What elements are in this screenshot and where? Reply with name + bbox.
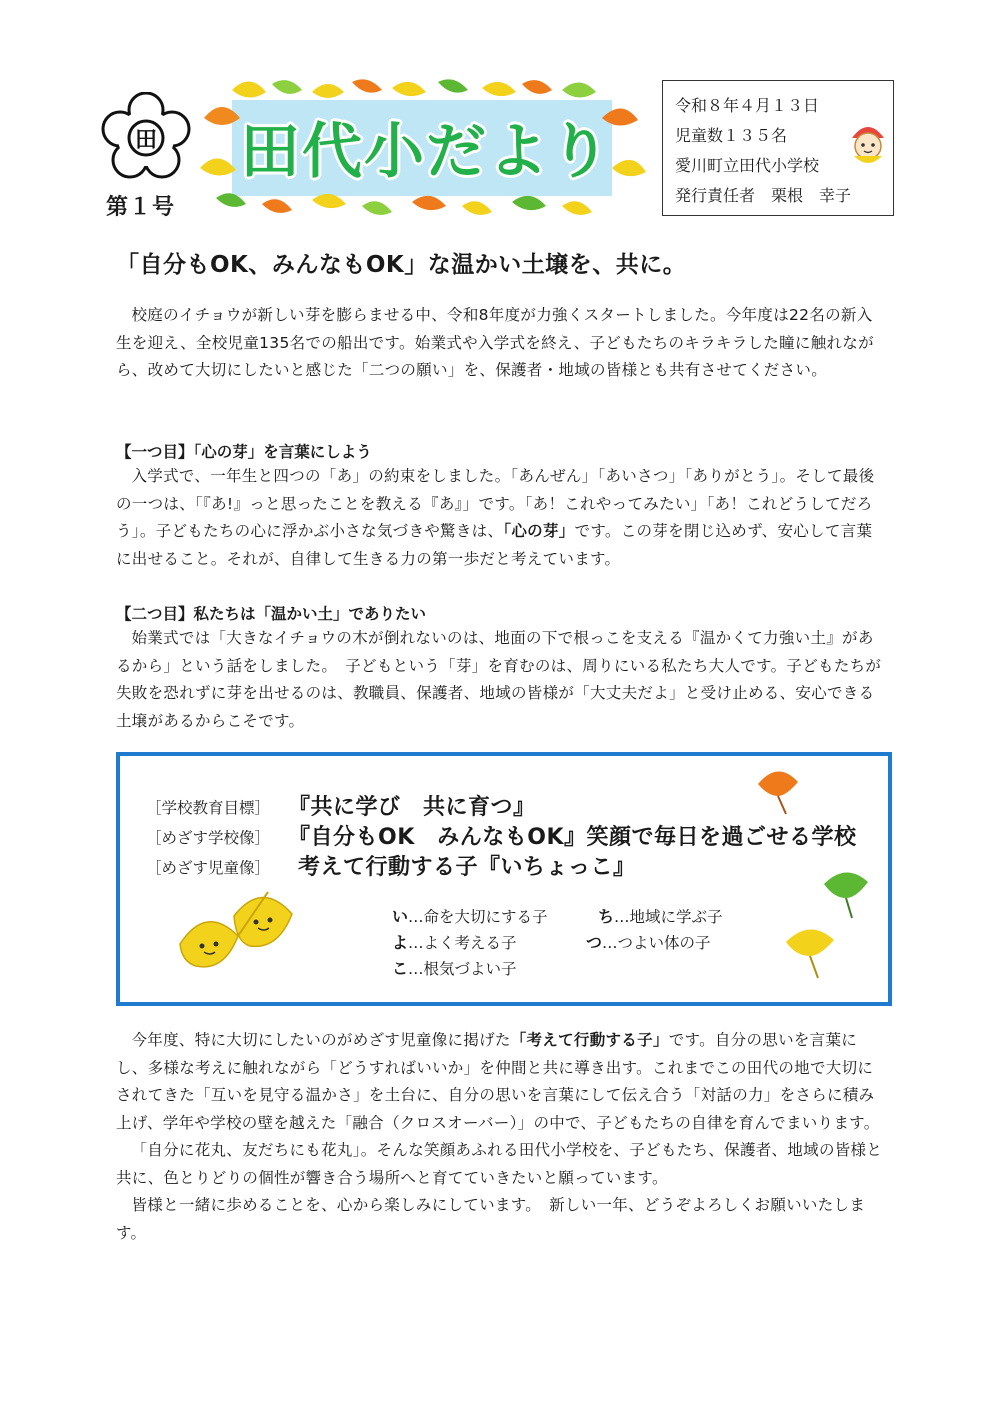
ginkgo-leaf-icon xyxy=(562,201,592,215)
ginkgo-leaf-icon xyxy=(262,199,292,213)
section1-text-bold: 「心の芽」 xyxy=(503,522,575,540)
goal-value-3: 考えて行動する子『いちょっこ』 xyxy=(298,855,636,880)
mascot-icon xyxy=(846,120,890,166)
emblem-char: 田 xyxy=(134,128,158,153)
smiling-ginkgo-icon xyxy=(176,884,296,980)
newsletter-title: 田代小だより xyxy=(240,117,612,187)
school-emblem-icon xyxy=(100,92,192,184)
acrostic-ko: こ…根気づよい子 xyxy=(392,959,517,978)
goal-label-2: ［めざす学校像］ xyxy=(146,829,271,847)
school-name: 愛川町立田代小学校 xyxy=(675,156,820,175)
section1-text-a: 入学式で、一年生と四つの「あ」の約束をしました。「あんぜん」「あいさつ」「ありがとう」。そして最後の一つは、「『あ!』っと思ったことを教える『あ』」です。「あ！これやってみたい」「あ！これどうしてだろう」。子どもたちの心に浮かぶ小さな気づきや驚きは、 xyxy=(116,467,875,540)
intro-text: 校庭のイチョウが新しい芽を膨らませる中、令和8年度が力強くスタートしました。今年度は22名の新入生を迎え、全校児童135名での船出です。始業式や入学式を終え、子どもたちのキラキラした瞳に触れながら、改めて大切にしたいと感じた「二つの願い」を、保護者・地域の皆様とも共有させてください。 xyxy=(116,306,874,379)
ginkgo-leaf-icon xyxy=(312,194,346,208)
closing-paragraph-1: 今年度、特に大切にしたいのがめざす児童像に掲げた「考えて行動する子」です。自分の思いを言葉にし、多様な考えに触れながら「どうすればいいか」を仲間と共に導き出す。これまでこの田代の地で大切にされてきた「互いを見守る温かさ」を土台に、自分の思いを言葉にして伝え合う「対話の力」をさらに積み上げ、学年や学校の壁を越えた「融合（クロスオーバー）」の中で、子どもたちの自律を育んでまいります。 xyxy=(116,1031,880,1132)
issue-number: 第１号 xyxy=(106,195,176,220)
student-count: 児童数１３５名 xyxy=(675,126,788,145)
section2-text: 始業式では「大きなイチョウの木が倒れないのは、地面の下で根っこを支える『温かくて力強い土』があるから」という話をしました。 子どもという「芽」を育むのは、周りにいる私たち大人です。子どもたちが失敗を恐れずに芽を出せるのは、教職員、保護者、地域の皆様が「大丈夫だよ」と受け止める、安心できる土壌があるからこそです。 xyxy=(116,629,882,730)
ginkgo-leaf-icon xyxy=(522,80,552,94)
intro-paragraph xyxy=(116,302,886,385)
goal-label-3: ［めざす児童像］ xyxy=(146,859,271,877)
ginkgo-leaf-icon xyxy=(352,79,382,92)
ginkgo-leaf-icon xyxy=(312,84,344,98)
acrostic-tsu: つ…つよい体の子 xyxy=(586,933,711,952)
green-ginkgo-leaf-icon xyxy=(822,868,870,920)
ginkgo-leaf-icon xyxy=(562,82,596,97)
acrostic-i: い…命を大切にする子 xyxy=(392,907,548,926)
acrostic-chi: ち…地域に学ぶ子 xyxy=(598,907,723,926)
section2-body xyxy=(116,625,886,735)
issue-date: 令和８年４月１３日 xyxy=(675,96,820,115)
ginkgo-leaf-icon xyxy=(512,196,546,210)
ginkgo-leaf-icon xyxy=(482,82,516,96)
ginkgo-leaf-icon xyxy=(232,81,266,97)
closing-paragraph-2: 「自分に花丸、友だちにも花丸」。そんな笑顔あふれる田代小学校を、子どもたち、保護者、地域の皆様と共に、色とりどりの個性が響き合う場所へと育てていきたいと願っています。 xyxy=(116,1141,883,1187)
publisher: 発行責任者 栗根 幸子 xyxy=(675,186,852,205)
goal-value-2: 『自分もOK みんなもOK』笑顔で毎日を過ごせる学校 xyxy=(288,825,857,850)
goal-value-1: 『共に学び 共に育つ』 xyxy=(288,795,536,820)
goal-label-1: ［学校教育目標］ xyxy=(146,799,271,817)
closing-section xyxy=(116,1027,886,1247)
section1-heading: 【一つ目】「心の芽」を言葉にしよう xyxy=(116,443,372,461)
ginkgo-leaf-icon xyxy=(272,80,302,94)
section2-heading: 【二つ目】私たちは「温かい土」でありたい xyxy=(116,605,427,623)
acrostic-yo: よ…よく考える子 xyxy=(392,933,517,952)
ginkgo-leaf-icon xyxy=(362,201,392,215)
ginkgo-leaf-icon xyxy=(412,196,446,210)
headline: 「自分もOK、みんなもOK」な温かい土壌を、共に。 xyxy=(116,252,687,278)
ginkgo-leaf-icon xyxy=(462,201,492,215)
section1-text-b: です。この芽を閉じ込めず、安心して言葉に出せること。それが、自律して生きる力の第一歩だと考えています。 xyxy=(116,522,873,568)
closing-paragraph-3: 皆様と一緒に歩めることを、心から楽しみにしています。 新しい一年、どうぞよろしくお願いいたします。 xyxy=(116,1196,866,1242)
orange-ginkgo-leaf-icon xyxy=(756,766,800,816)
ginkgo-leaf-icon xyxy=(438,79,468,92)
yellow-ginkgo-leaf-icon xyxy=(784,924,836,980)
ginkgo-leaf-icon xyxy=(392,82,426,96)
school-goals-box xyxy=(116,752,892,1006)
closing-bold: 「考えて行動する子」 xyxy=(510,1031,669,1049)
section1-body xyxy=(116,463,886,573)
